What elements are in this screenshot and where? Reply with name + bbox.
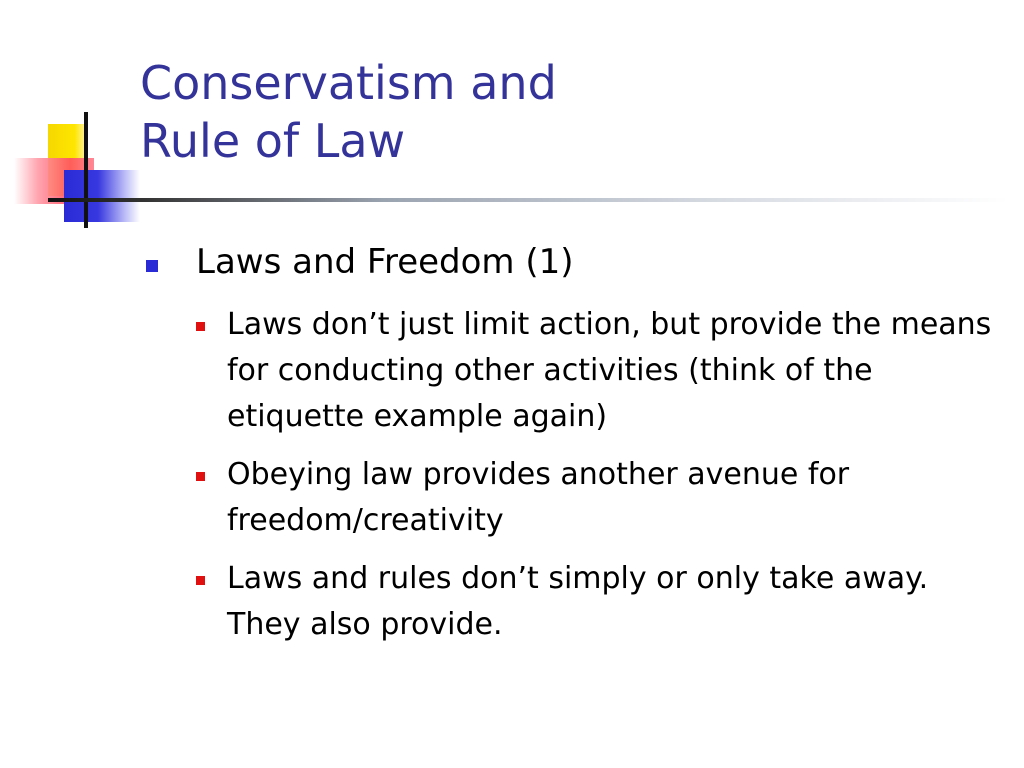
- bullet-marker-square-red: [196, 576, 205, 585]
- sub-bullet-item: [196, 556, 1006, 648]
- sub-bullet-item: [196, 302, 1006, 440]
- sub-bullet-text: Laws and rules don’t simply or only take away. They also provide.: [227, 561, 929, 642]
- sub-bullet-text: Laws don’t just limit action, but provide the means for conducting other activities (think of the etiquette example again): [227, 307, 992, 434]
- sub-bullet-text: Obeying law provides another avenue for freedom/creativity: [227, 457, 850, 538]
- slide-title-line-2: Rule of Law: [140, 114, 406, 168]
- sub-bullet-item: [196, 452, 1006, 544]
- bullet-marker-square-red: [196, 322, 205, 331]
- bullet-level1: Laws and Freedom (1): [196, 242, 574, 282]
- bullet-marker-square-red: [196, 472, 205, 481]
- slide-title-line-1: Conservatism and: [140, 56, 557, 110]
- bullet-marker-square-blue: [146, 260, 158, 272]
- sub-bullet-list: [196, 302, 1006, 660]
